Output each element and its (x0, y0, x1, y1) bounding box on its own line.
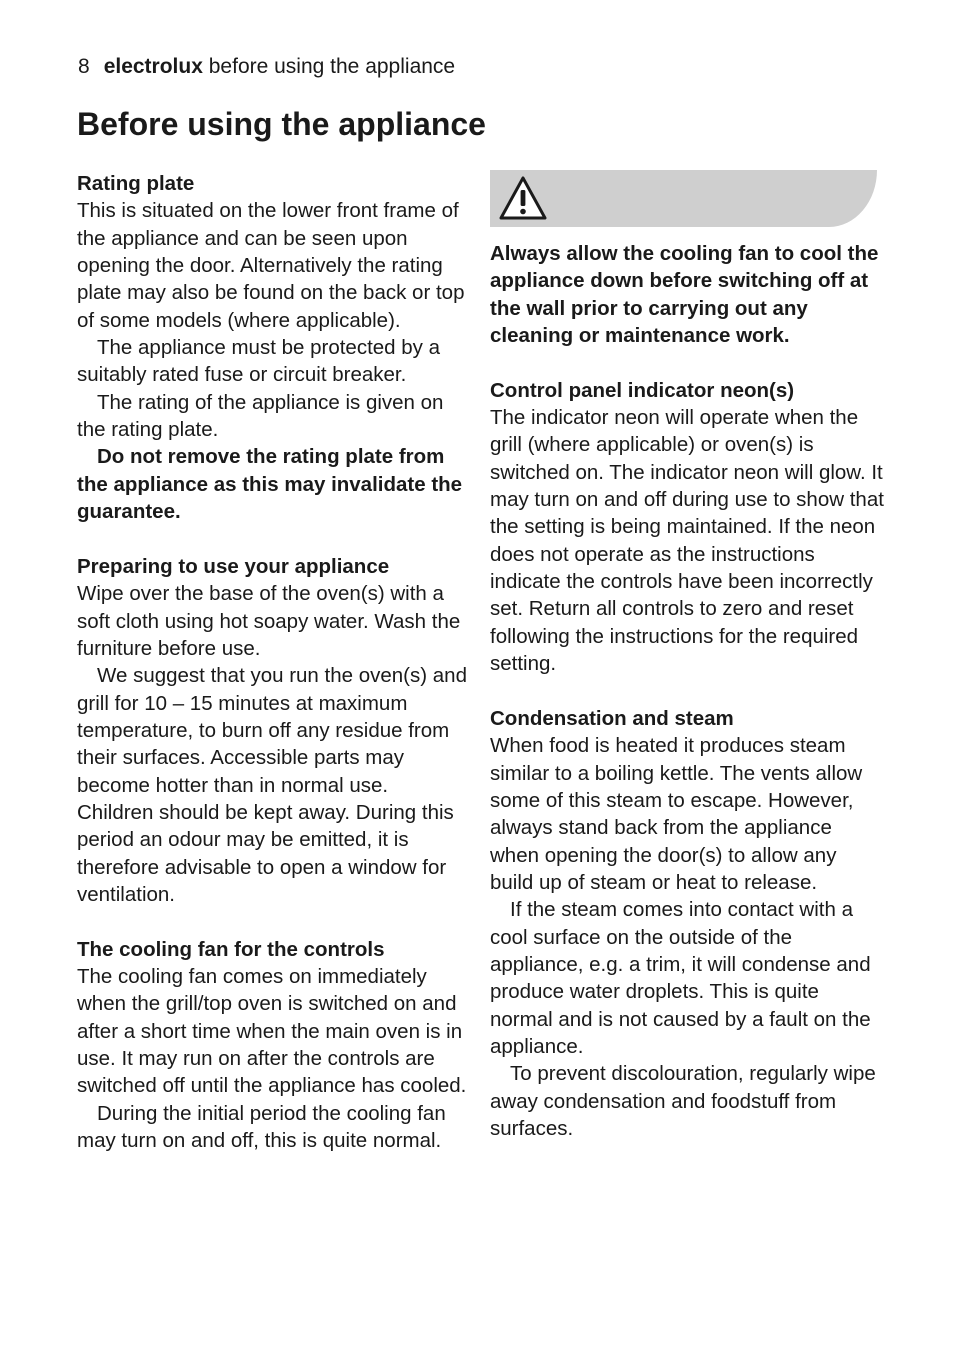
rating-plate-warning: Do not remove the rating plate from the appliance as this may invalidate the guarantee. (77, 445, 463, 524)
condensation-heading: Condensation and steam (490, 706, 734, 730)
preparing-heading: Preparing to use your appliance (77, 554, 390, 578)
rating-plate-heading: Rating plate (77, 172, 195, 195)
right-column (490, 240, 885, 1142)
warning-band (490, 170, 877, 227)
preparing-paragraph: We suggest that you run the oven(s) and grill for 10 – 15 minutes at maximum temperature, to burn off any residue from their surfaces. Accessible parts may become hotter than in normal use. Children should be kept away. During this period an odour may be emitted, it is therefore advisable to open a window for ventilation. (77, 664, 467, 906)
condensation-paragraph: When food is heated it produces steam similar to a boiling kettle. The vents allow some of this steam to escape. However, always stand back from the appliance when opening the door(s) to allow any build up of steam or heat to release. (490, 734, 863, 894)
rating-plate-paragraph: The rating of the appliance is given on the rating plate. (77, 390, 444, 442)
preparing-paragraph: Wipe over the base of the oven(s) with a soft cloth using hot soapy water. Wash the furniture before use. (77, 582, 461, 660)
rating-plate-paragraph: This is situated on the lower front frame of the appliance and can be seen upon opening the door. Alternatively the rating plate may also be found on the back or top of some models (where applicable). (77, 199, 465, 332)
cooling-fan-heading: The cooling fan for the controls (77, 937, 385, 961)
left-column (77, 170, 469, 1154)
neon-heading: Control panel indicator neon(s) (490, 378, 795, 402)
page-number: 8 (78, 55, 90, 78)
page-header (78, 53, 455, 81)
neon-paragraph: The indicator neon will operate when the grill (where applicable) or oven(s) is switched on. The indicator neon will glow. It may turn on and off during use to show that the setting is being maintained. If the neon does not operate as the instructions indicate the controls have been incorrectly set. Return all controls to zero and reset following the instructions for the required setting. (490, 406, 884, 676)
cooling-fan-warning: Always allow the cooling fan to cool the appliance down before switching off at the wall prior to carrying out any cleaning or maintenance work. (490, 242, 879, 348)
condensation-paragraph: If the steam comes into contact with a cool surface on the outside of the appliance, e.g. a trim, it will condense and produce water droplets. This is quite normal and is not caused by a fault on the appliance. (490, 898, 871, 1058)
rating-plate-paragraph: The appliance must be protected by a suitably rated fuse or circuit breaker. (77, 336, 441, 387)
warning-triangle-icon (497, 174, 549, 222)
cooling-fan-paragraph: During the initial period the cooling fan may turn on and off, this is quite normal. (77, 1101, 446, 1153)
page-title: Before using the appliance (77, 106, 486, 142)
cooling-fan-paragraph: The cooling fan comes on immediately when the grill/top oven is switched on and after a short time when the main oven is in use. It may run on after the controls are switched off until the appliance has cooled. (77, 964, 467, 1098)
header-section: before using the appliance (208, 55, 456, 78)
condensation-paragraph: To prevent discolouration, regularly wipe away condensation and foodstuff from surfaces. (490, 1062, 876, 1140)
brand-name: electrolux (103, 55, 203, 78)
